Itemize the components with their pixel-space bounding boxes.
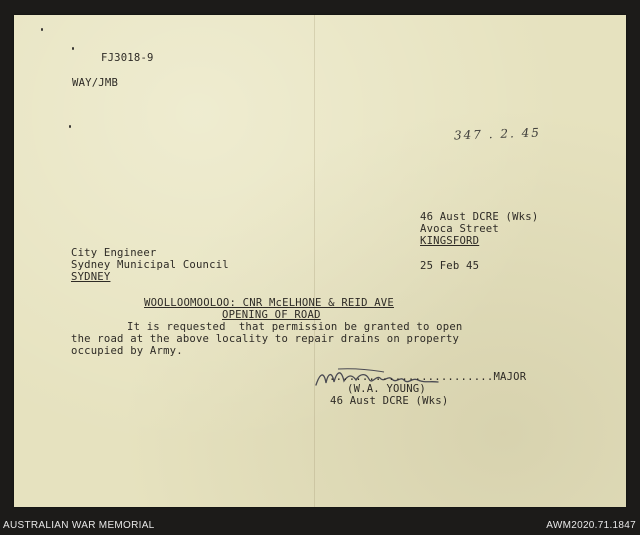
body-line: the road at the above locality to repair drains on property (71, 333, 460, 345)
pin-hole-mark (41, 28, 43, 31)
subject-line: WOOLLOOMOOLOO: CNR McELHONE & REID AVE (144, 297, 394, 309)
body-line: occupied by Army. (71, 345, 183, 357)
letter-date: 25 Feb 45 (420, 260, 480, 272)
pin-hole-mark (69, 125, 71, 128)
signoff-unit: 46 Aust DCRE (Wks) (330, 395, 449, 407)
signoff-name: (W.A. YOUNG) (347, 383, 426, 395)
sender-unit: 46 Aust DCRE (Wks) (420, 211, 539, 223)
letter-sheet (14, 15, 626, 507)
sender-street: Avoca Street (420, 223, 499, 235)
institution-caption: AUSTRALIAN WAR MEMORIAL (3, 520, 155, 531)
subject-line-2: OPENING OF ROAD (222, 309, 321, 321)
recipient-city: SYDNEY (71, 271, 111, 283)
signoff-rank: .........................MAJOR (329, 371, 527, 383)
handwritten-reference: 347 . 2. 45 (453, 125, 542, 143)
recipient-title: City Engineer (71, 247, 157, 259)
accession-number: AWM2020.71.1847 (546, 520, 636, 531)
pin-hole-mark (72, 47, 74, 50)
sender-suburb: KINGSFORD (420, 235, 480, 247)
body-line: It is requested that permission be granted to open (127, 321, 463, 333)
typist-initials: WAY/JMB (72, 77, 119, 89)
file-reference: FJ3018-9 (101, 52, 154, 64)
paper-fold-line (314, 15, 315, 507)
recipient-organisation: Sydney Municipal Council (71, 259, 229, 271)
